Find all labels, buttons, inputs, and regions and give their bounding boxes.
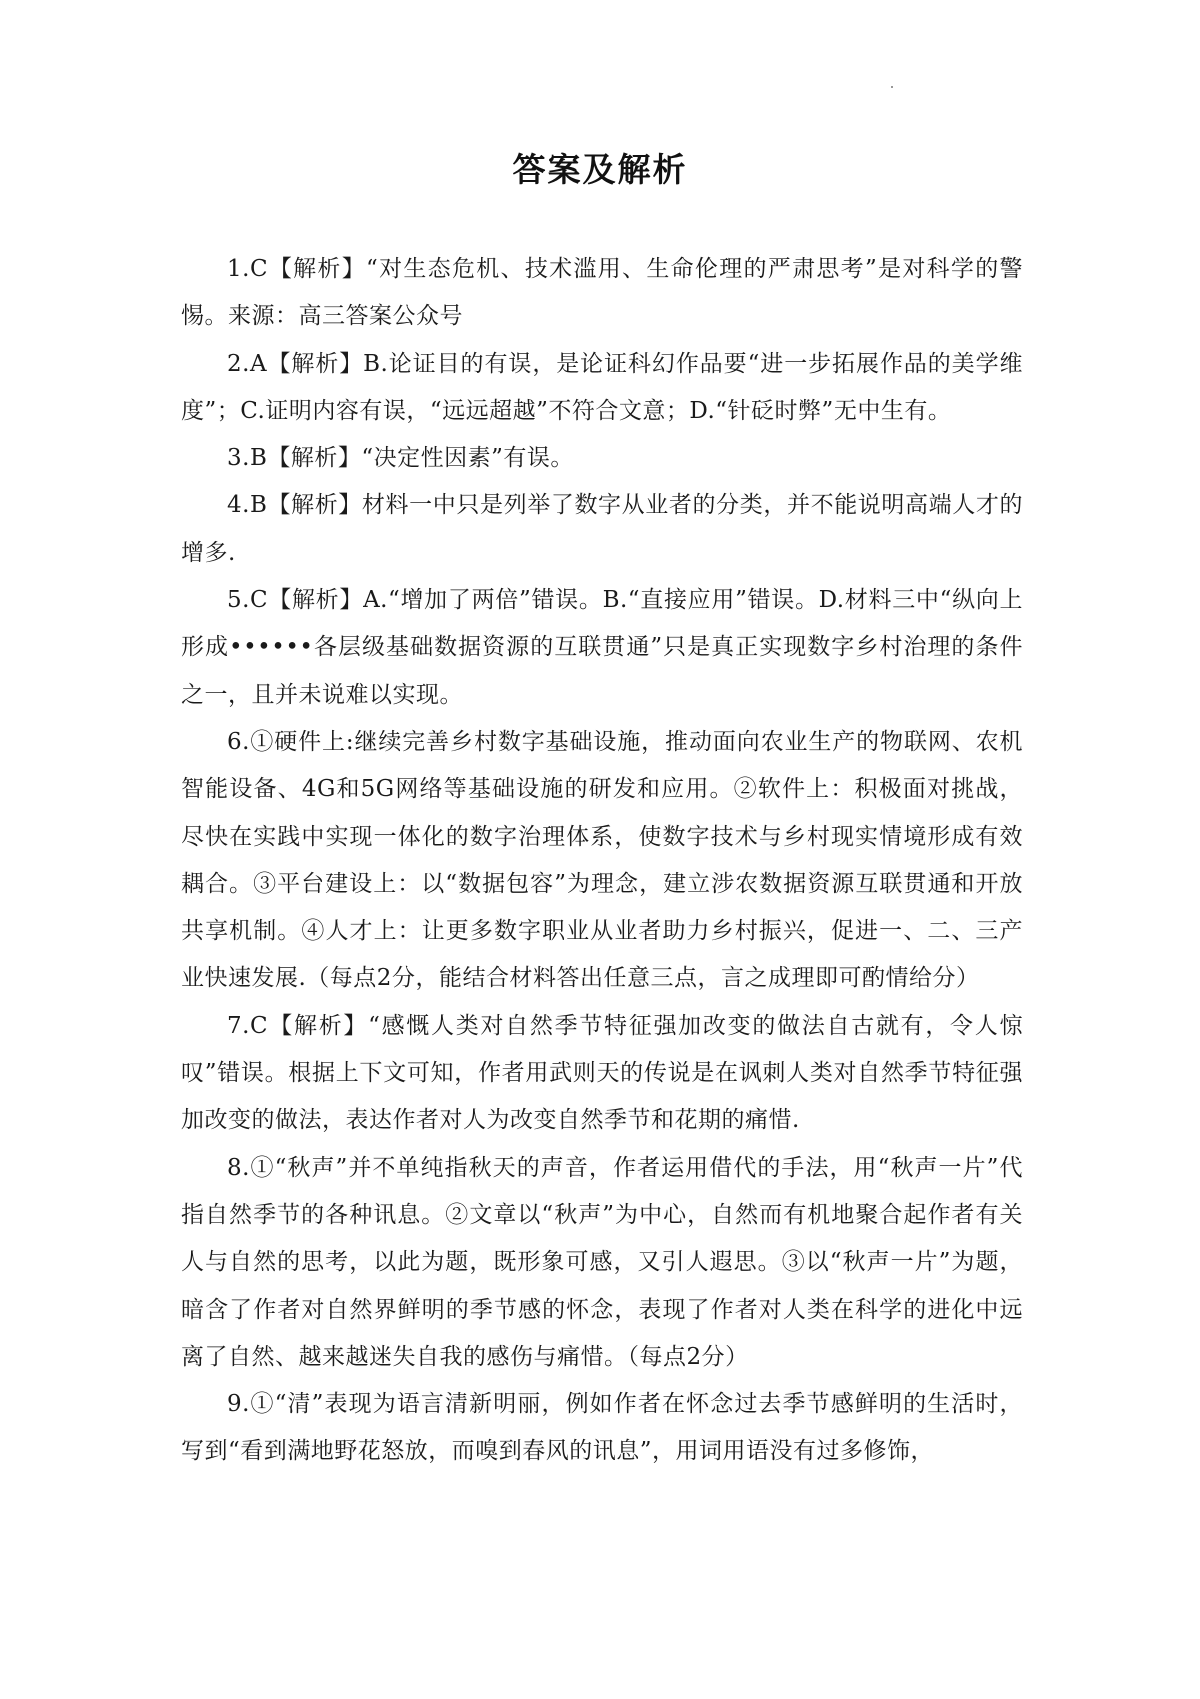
answer-list: [181, 246, 1023, 1476]
answer-item-4: 4.B【解析】材料一中只是列举了数字从业者的分类，并不能说明高端人才的增多.: [181, 492, 1023, 566]
answer-item-1: 1.C【解析】“对生态危机、技术滥用、生命伦理的严肃思考”是对科学的警惕。来源：高三答案公众号: [181, 256, 1023, 330]
answer-item-9: 9.①“清”表现为语言清新明丽，例如作者在怀念过去季节感鲜明的生活时，写到“看到满地野花怒放，而嗅到春风的讯息”，用词用语没有过多修饰，: [181, 1391, 1023, 1465]
answer-item-3: 3.B【解析】“决定性因素”有误。: [227, 445, 574, 472]
answer-item-8: 8.①“秋声”并不单纯指秋天的声音，作者运用借代的手法，用“秋声一片”代指自然季节的各种讯息。②文章以“秋声”为中心，自然而有机地聚合起作者有关人与自然的思考，以此为题，既形象可感，又引人遐思。③以“秋声一片”为题，暗含了作者对自然界鲜明的季节感的怀念，表现了作者对人类在科学的进化中远离了自然、越来越迷失自我的感伤与痛惜。（每点2分）: [181, 1154, 1023, 1370]
answer-item-7: 7.C【解析】“感慨人类对自然季节特征强加改变的做法自古就有，令人惊叹”错误。根据上下文可知，作者用武则天的传说是在讽刺人类对自然季节特征强加改变的做法，表达作者对人为改变自然季节和花期的痛惜.: [181, 1012, 1023, 1134]
answer-item-6: 6.①硬件上:继续完善乡村数字基础设施，推动面向农业生产的物联网、农机智能设备、4G和5G网络等基础设施的研发和应用。②软件上：积极面对挑战，尽快在实践中实现一体化的数字治理体系，使数字技术与乡村现实情境形成有效耦合。③平台建设上：以“数据包容”为理念，建立涉农数据资源互联贯通和开放共享机制。④人才上：让更多数字职业从业者助力乡村振兴，促进一、二、三产业快速发展.（每点2分，能结合材料答出任意三点，言之成理即可酌情给分）: [181, 728, 1023, 992]
page-title: 答案及解析: [512, 150, 688, 189]
answer-item-2: 2.A【解析】B.论证目的有误，是论证科幻作品要“进一步拓展作品的美学维度”；C.证明内容有误，“远远超越”不符合文意；D.“针砭时弊”无中生有。: [181, 350, 1023, 424]
answer-item-5: 5.C【解析】A.“增加了两倍”错误。B.“直接应用”错误。D.材料三中“纵向上形成••••••各层级基础数据资源的互联贯通”只是真正实现数字乡村治理的条件之一，且并未说难以实现。: [181, 587, 1023, 708]
scan-speck: [891, 86, 893, 88]
